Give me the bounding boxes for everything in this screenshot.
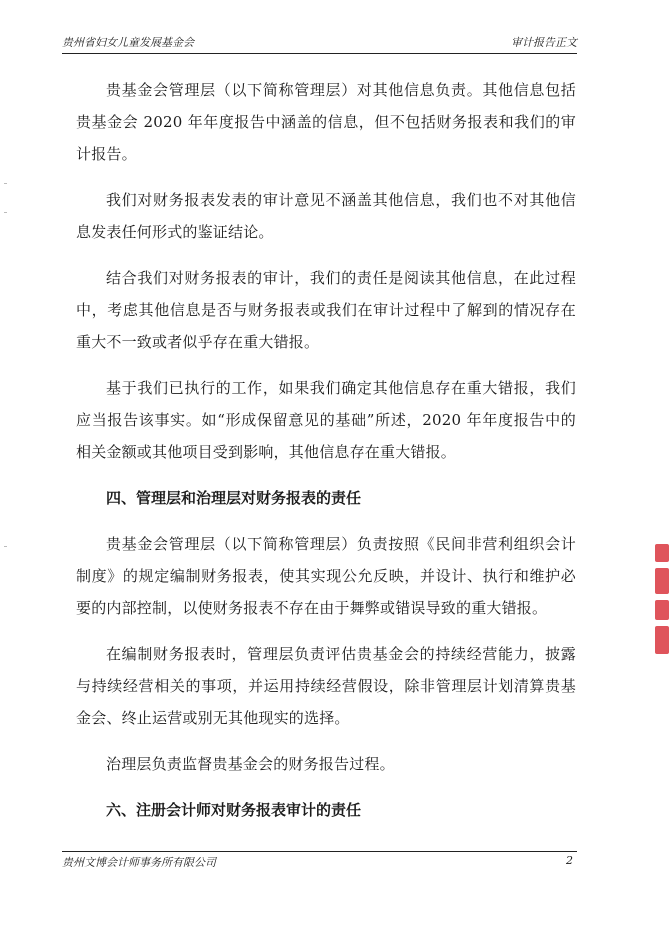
paragraph-reading-responsibility: 结合我们对财务报表的审计，我们的责任是阅读其他信息，在此过程中，考虑其他信息是否与财务报表或我们在审计过程中了解到的情况存在重大不一致或者似乎存在重大错报。: [76, 269, 576, 351]
paragraph-misstatement-report: 基于我们已执行的工作，如果我们确定其他信息存在重大错报，我们应当报告该事实。如“形成保留意见的基础”所述，2020 年年度报告中的相关金额或其他项目受到影响，其他信息存在重大错报。: [76, 379, 576, 461]
paragraph-management-preparation: 贵基金会管理层（以下简称管理层）负责按照《民间非营利组织会计制度》的规定编制财务报表，使其实现公允反映，并设计、执行和维护必要的内部控制，以使财务报表不存在由于舞弊或错误导致的重大错报。: [76, 535, 576, 617]
paragraph-opinion-scope: 我们对财务报表发表的审计意见不涵盖其他信息，我们也不对其他信息发表任何形式的鉴证结论。: [76, 191, 576, 241]
paragraph-going-concern: 在编制财务报表时，管理层负责评估贵基金会的持续经营能力，披露与持续经营相关的事项，并运用持续经营假设，除非管理层计划清算贵基金会、终止运营或别无其他现实的选择。: [76, 645, 576, 727]
header-organization: 贵州省妇女儿童发展基金会: [62, 36, 194, 49]
page-footer: [62, 851, 577, 868]
page-header: [62, 33, 577, 54]
page-number: 2: [566, 854, 573, 867]
footer-firm-name: 贵州文博会计师事务所有限公司: [62, 856, 216, 869]
section-heading-auditor-responsibility: 六、注册会计师对财务报表审计的责任: [106, 801, 362, 819]
margin-mark: [4, 212, 7, 213]
paragraph-other-info-responsibility: 贵基金会管理层（以下简称管理层）对其他信息负责。其他信息包括贵基金会 2020 年年度报告中涵盖的信息，但不包括财务报表和我们的审计报告。: [76, 81, 576, 163]
paragraph-governance-oversight: 治理层负责监督贵基金会的财务报告过程。: [106, 755, 395, 773]
seal-stamp-fragment: [655, 540, 669, 660]
margin-mark: [4, 183, 7, 184]
document-body: [76, 74, 576, 840]
margin-mark: [4, 546, 7, 547]
section-heading-management-responsibility: 四、管理层和治理层对财务报表的责任: [106, 489, 362, 507]
header-document-type: 审计报告正文: [511, 36, 577, 49]
